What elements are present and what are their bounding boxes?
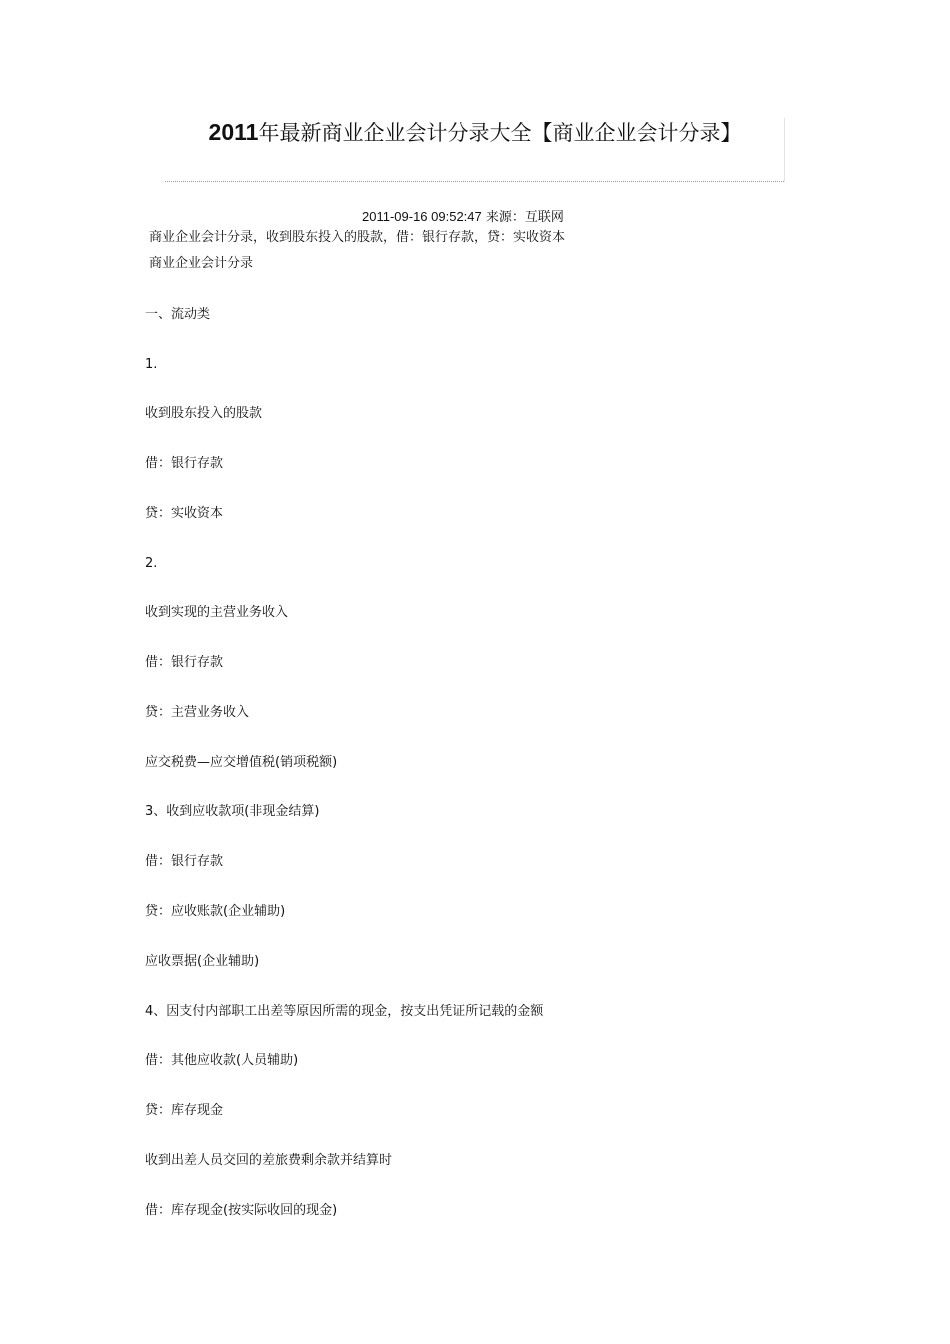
summary-line: 商业企业会计分录: [149, 256, 254, 271]
body-line: 借：其他应收款(人员辅助): [145, 1053, 299, 1068]
body-line: 贷：主营业务收入: [145, 705, 250, 720]
body-line: 一、流动类: [145, 307, 211, 322]
body-line: 贷：应收账款(企业辅助): [145, 904, 286, 919]
body-line: 应收票据(企业辅助): [145, 954, 260, 969]
title-text: 年最新商业企业会计分录大全【商业企业会计分录】: [258, 121, 742, 145]
article-meta: [362, 208, 564, 227]
body-line: 收到实现的主营业务收入: [145, 605, 289, 620]
body-line: 贷：实收资本: [145, 506, 224, 521]
body-line: 1.: [145, 357, 158, 372]
summary-line: 商业企业会计分录，收到股东投入的股款，借：银行存款，贷：实收资本: [149, 230, 566, 245]
body-line: 4、因支付内部职工出差等原因所需的现金，按支出凭证所记载的金额: [145, 1004, 544, 1019]
title-box: [165, 118, 785, 182]
article-source: 来源：互联网: [485, 210, 564, 225]
body-line: 借：银行存款: [145, 456, 224, 471]
body-line: 3、收到应收款项(非现金结算): [145, 804, 320, 819]
body-line: 收到股东投入的股款: [145, 406, 263, 421]
body-line: 2.: [145, 556, 158, 571]
page-title: [165, 118, 785, 147]
body-line: 借：银行存款: [145, 655, 224, 670]
body-line: 贷：库存现金: [145, 1103, 224, 1118]
body-line: 借：银行存款: [145, 854, 224, 869]
title-year: 2011: [208, 119, 259, 145]
publish-datetime: 2011-09-16 09:52:47: [362, 209, 482, 224]
body-line: 借：库存现金(按实际收回的现金): [145, 1203, 338, 1218]
body-line: 应交税费—应交增值税(销项税额): [145, 755, 338, 770]
body-line: 收到出差人员交回的差旅费剩余款并结算时: [145, 1153, 393, 1168]
